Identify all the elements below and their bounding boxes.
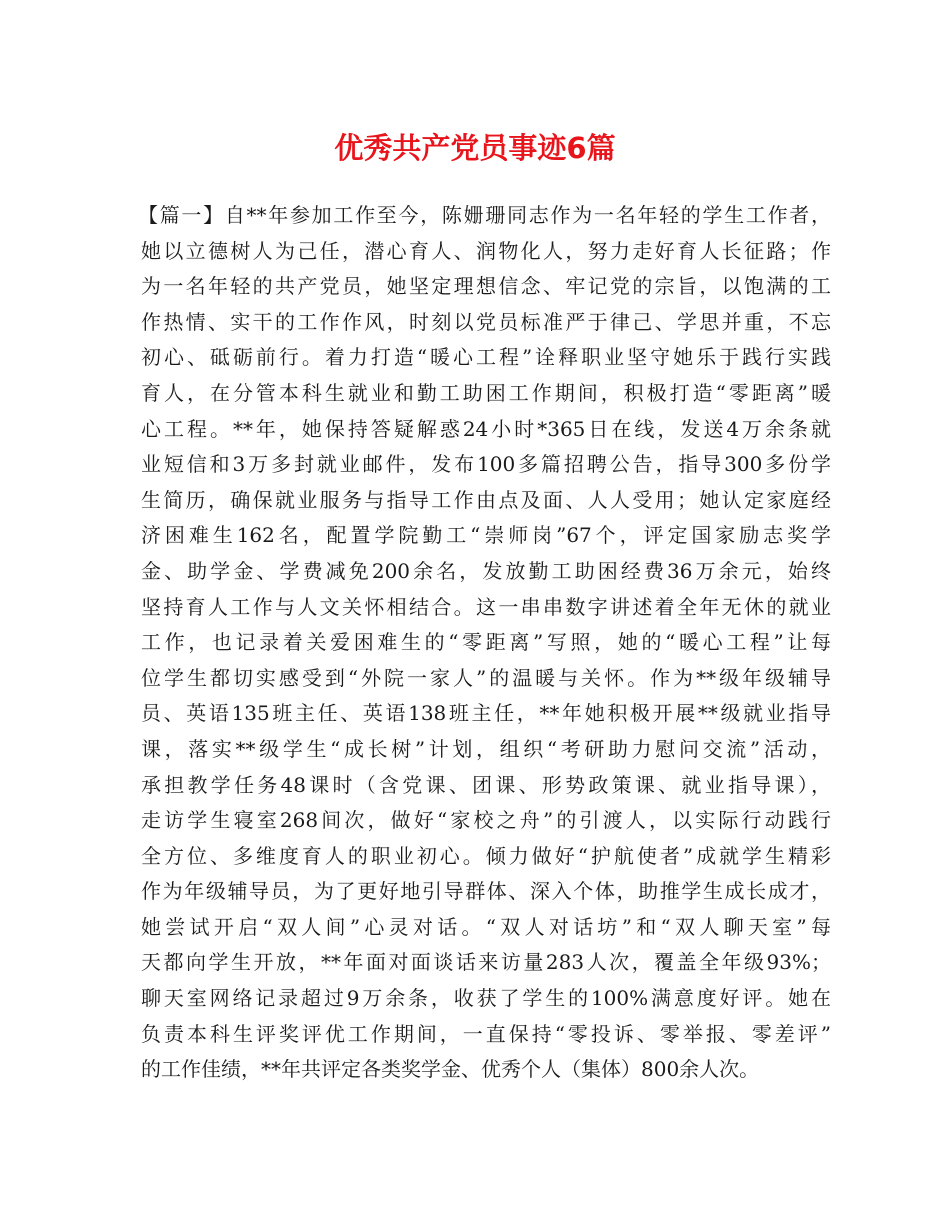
- body-line: 初心、砥砺前行。着力打造“暖心工程”诠释职业坚守她乐于践行实践: [141, 345, 831, 370]
- body-line: 课，落实**级学生“成长树”计划，组织“考研助力慰问交流”活动，: [141, 736, 831, 761]
- body-line: 育人，在分管本科生就业和勤工助困工作期间，积极打造“零距离”暖: [141, 380, 831, 405]
- body-line: 承担教学任务48课时（含党课、团课、形势政策课、就业指导课），: [141, 772, 831, 797]
- document-title: 优秀共产党员事迹6篇: [334, 131, 616, 165]
- body-line: 金、助学金、学费减免200余名，发放勤工助困经费36万余元，始终: [141, 558, 831, 583]
- body-line: 走访学生寝室268间次，做好“家校之舟”的引渡人，以实际行动践行: [141, 808, 831, 833]
- body-line: 的工作佳绩，**年共评定各类奖学金、优秀个人（集体）800余人次。: [141, 1057, 760, 1082]
- body-line: 坚持育人工作与人文关怀相结合。这一串串数字讲述着全年无休的就业: [141, 594, 831, 619]
- document-body: [138, 198, 831, 1088]
- body-line: 作为年级辅导员，为了更好地引导群体、深入个体，助推学生成长成才，: [141, 879, 831, 904]
- body-line: 天都向学生开放，**年面对面谈话来访量283人次，覆盖全年级93%；: [141, 950, 831, 975]
- body-line: 位学生都切实感受到“外院一家人”的温暖与关怀。作为**级年级辅导: [141, 665, 831, 690]
- body-line: 为一名年轻的共产党员，她坚定理想信念、牢记党的宗旨，以饱满的工: [141, 274, 831, 299]
- body-line: 济困难生162名，配置学院勤工“崇师岗”67个，评定国家励志奖学: [141, 523, 831, 548]
- body-line: 【篇一】自**年参加工作至今，陈姗珊同志作为一名年轻的学生工作者，: [138, 203, 831, 227]
- body-line: 负责本科生评奖评优工作期间，一直保持“零投诉、零举报、零差评”: [141, 1021, 831, 1046]
- body-line: 生简历，确保就业服务与指导工作由点及面、人人受用；她认定家庭经: [141, 487, 831, 512]
- body-line: 心工程。**年，她保持答疑解惑24小时*365日在线，发送4万余条就: [141, 416, 831, 441]
- body-line: 员、英语135班主任、英语138班主任，**年她积极开展**级就业指导: [141, 701, 831, 726]
- body-line: 她尝试开启“双人间”心灵对话。“双人对话坊”和“双人聊天室”每: [141, 914, 831, 939]
- body-line: 她以立德树人为己任，潜心育人、润物化人，努力走好育人长征路；作: [141, 238, 831, 263]
- body-line: 全方位、多维度育人的职业初心。倾力做好“护航使者”成就学生精彩: [141, 843, 831, 868]
- body-line: 工作，也记录着关爱困难生的“零距离”写照，她的“暖心工程”让每: [141, 630, 831, 655]
- body-line: 聊天室网络记录超过9万余条，收获了学生的100%满意度好评。她在: [141, 986, 831, 1011]
- body-line: 作热情、实干的工作作风，时刻以党员标准严于律己、学思并重，不忘: [141, 309, 831, 334]
- body-line: 业短信和3万多封就业邮件，发布100多篇招聘公告，指导300多份学: [141, 452, 831, 477]
